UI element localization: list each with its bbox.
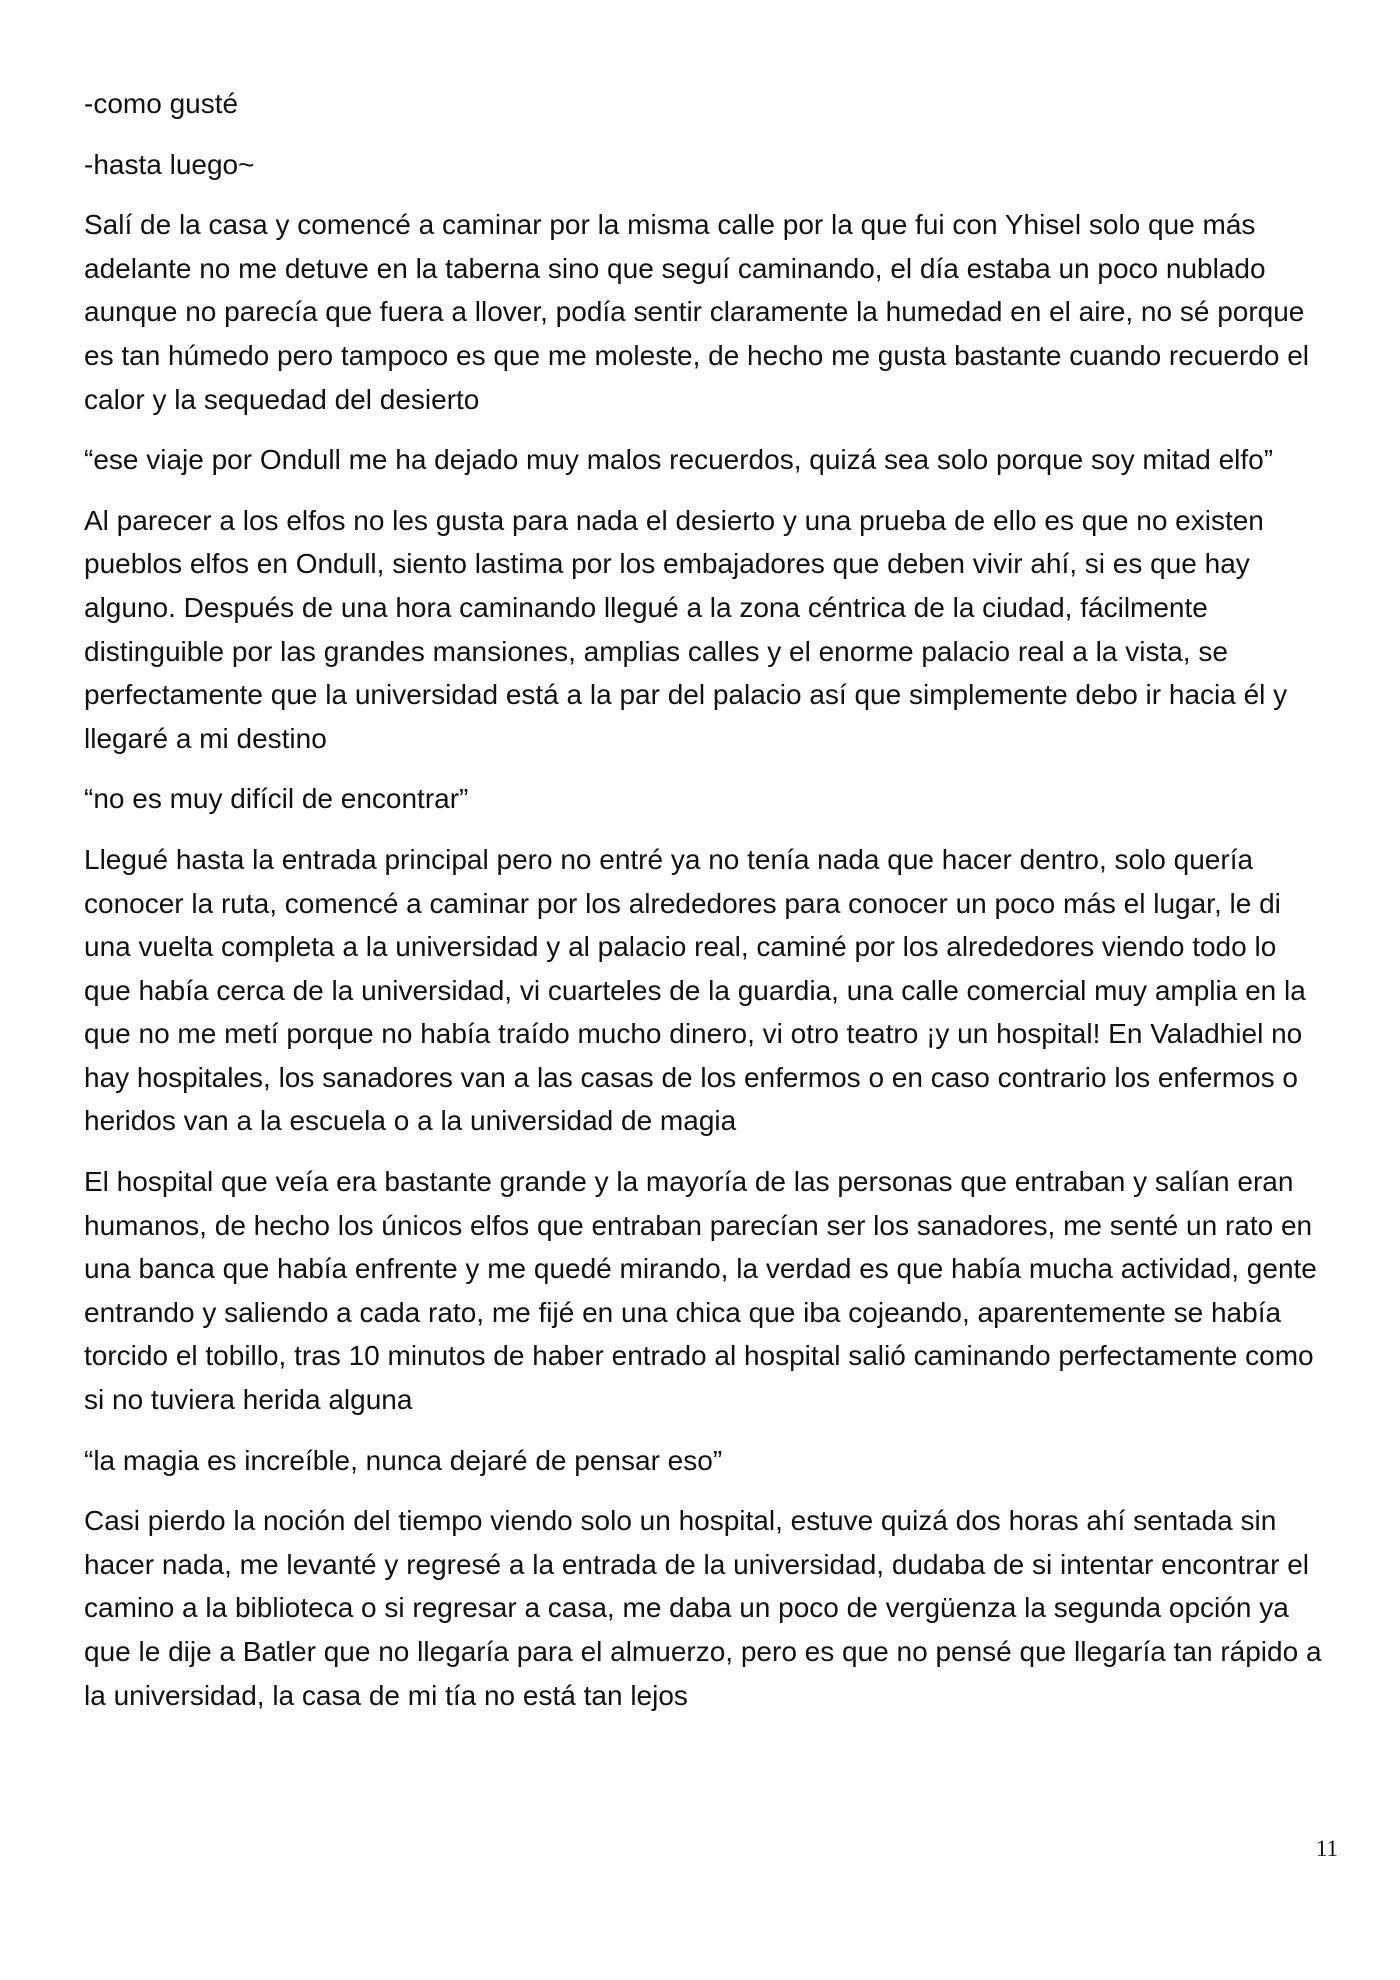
dialogue-line: -como gusté [84, 88, 239, 119]
narrative-paragraph: Salí de la casa y comencé a caminar por la misma calle por la que fui con Yhisel solo que más adelante no me detuve en la taberna sino que seguí caminando, el día estaba un poco nublado aunque no parecía que fuera a llover, podía sentir claramente la humedad en el aire, no sé porque es tan húmedo pero tampoco es que me moleste, de hecho me gusta bastante cuando recuerdo el calor y la sequedad del desierto [84, 209, 1309, 415]
narrative-paragraph: Al parecer a los elfos no les gusta para nada el desierto y una prueba de ello es que no existen pueblos elfos en Ondull, siento lastima por los embajadores que deben vivir ahí, si es que hay alguno. Después de una hora caminando llegué a la zona céntrica de la ciudad, fácilmente distinguible por las grandes mansiones, amplias calles y el enorme palacio real a la vista, se perfectamente que la universidad está a la par del palacio así que simplemente debo ir hacia él y llegaré a mi destino [84, 504, 1288, 754]
narrative-paragraph: Casi pierdo la noción del tiempo viendo solo un hospital, estuve quizá dos horas ahí sentada sin hacer nada, me levanté y regresé a la entrada de la universidad, dudaba de si intentar encontrar el camino a la biblioteca o si regresar a casa, me daba un poco de vergüenza la segunda opción ya que le dije a Batler que no llegaría para el almuerzo, pero es que no pensé que llegaría tan rápido a la universidad, la casa de mi tía no está tan lejos [84, 1505, 1322, 1711]
dialogue-line: -hasta luego~ [84, 148, 255, 180]
narrative-paragraph: Llegué hasta la entrada principal pero no entré ya no tenía nada que hacer dentro, solo quería conocer la ruta, comencé a caminar por los alrededores para conocer un poco más el lugar, le di una vuelta completa a la universidad y al palacio real, caminé por los alrededores viendo todo lo que había cerca de la universidad, vi cuarteles de la guardia, una calle comercial muy amplia en la que no me metí porque no había traído mucho dinero, vi otro teatro ¡y un hospital! En Valadhiel no hay hospitales, los sanadores van a las casas de los enfermos o en caso contrario los enfermos o heridos van a la escuela o a la universidad de magia [84, 843, 1306, 1137]
page-number: 11 [1315, 1836, 1338, 1861]
narrative-paragraph: El hospital que veía era bastante grande y la mayoría de las personas que entraban y salían eran humanos, de hecho los únicos elfos que entraban parecían ser los sanadores, me senté un rato en una banca que había enfrente y me quedé mirando, la verdad es que había mucha actividad, gente entrando y saliendo a cada rato, me fijé en una chica que iba cojeando, aparentemente se había torcido el tobillo, tras 10 minutos de haber entrado al hospital salió caminando perfectamente como si no tuviera herida alguna [84, 1166, 1317, 1416]
thought-line: “la magia es increíble, nunca dejaré de pensar eso” [84, 1444, 723, 1476]
thought-line: “ese viaje por Ondull me ha dejado muy malos recuerdos, quizá sea solo porque soy mitad elfo” [84, 444, 1274, 476]
body-text [84, 82, 1324, 1734]
thought-line: “no es muy difícil de encontrar” [84, 783, 469, 815]
